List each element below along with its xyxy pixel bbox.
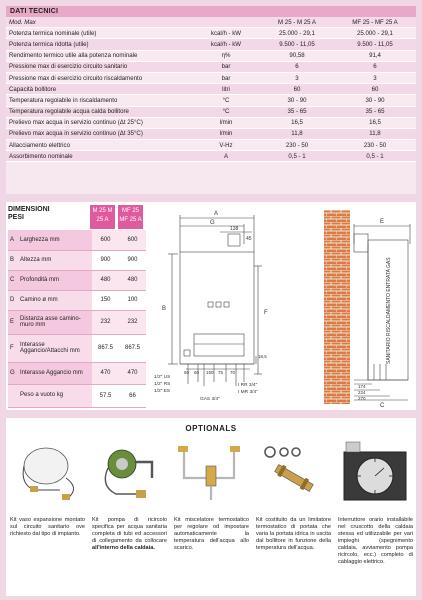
technical-data-row — [6, 72, 416, 83]
mixer-valve-icon — [174, 438, 249, 508]
dimension-label: Larghezza mm — [20, 230, 92, 250]
spec-unit: bar — [192, 72, 260, 83]
spec-value-mf25: 0,5 - 1 — [334, 151, 416, 162]
spec-value-mf25: 91,4 — [334, 50, 416, 61]
spec-value-mf25: 60 — [334, 84, 416, 95]
spec-unit: V-Hz — [192, 140, 260, 151]
pump-text-emphasis: all'interno della caldaia. — [92, 545, 155, 551]
dimension-letter: D — [8, 290, 20, 310]
optional-text-expansion-vessel: Kit vaso espansione montato sul circuito sanitario ove richiesto dal tipo di impianto. — [10, 517, 85, 537]
dim-side-270: 270 — [358, 396, 366, 401]
dimension-letter: B — [8, 250, 20, 270]
spec-value-mf25: 230 - 50 — [334, 140, 416, 151]
conn-rs: 1/2" RS — [154, 382, 171, 387]
dimension-letter: A — [8, 230, 20, 250]
dimension-value-m25: 600 — [92, 230, 119, 250]
technical-data-table — [6, 17, 416, 162]
optional-item-flow-limiter — [256, 438, 331, 592]
dimension-row — [8, 310, 146, 334]
dimension-label: Altezza mm — [20, 250, 92, 270]
conn-us: 1/2" US — [154, 375, 171, 380]
dim-label-f: F — [264, 310, 268, 316]
dim-label-45: 45 — [246, 236, 252, 242]
dim-bottom-3: 150 — [206, 370, 214, 375]
boiler-side-view-drawing — [306, 204, 416, 408]
technical-data-row — [6, 117, 416, 128]
spec-unit: l/min — [192, 128, 260, 139]
spec-label: Rendimento termico utile alla potenza nominale — [6, 50, 192, 61]
spec-label: Allacciamento elettrico — [6, 140, 192, 151]
conn-gas: GAS 3/4" — [200, 397, 220, 402]
dimension-value-m25: 900 — [92, 250, 119, 270]
dimension-value-mf25: 600 — [119, 230, 146, 250]
optionals-title: OPTIONALS — [185, 424, 237, 433]
header-model-label: Mod. Max — [6, 17, 192, 28]
spec-value-m25: 9.500 - 11,05 — [260, 39, 334, 50]
dimension-letter: C — [8, 270, 20, 290]
spec-value-mf25: 25.000 - 29,1 — [334, 28, 416, 39]
dimension-label: Peso a vuoto kg — [20, 384, 92, 407]
dim-label-a: A — [214, 211, 219, 217]
spec-label: Potenza termica nominale (utile) — [6, 28, 192, 39]
dim-bottom-1: 50 — [184, 370, 190, 375]
dim-bottom-2: 60 — [194, 370, 200, 375]
dimension-value-m25: 867.5 — [92, 334, 119, 362]
dimension-value-mf25: 867.5 — [119, 334, 146, 362]
spec-value-m25: 30 - 90 — [260, 95, 334, 106]
spec-label: Pressione max di esercizio circuito riscaldamento — [6, 72, 192, 83]
spec-label: Capacità bollitore — [6, 84, 192, 95]
technical-data-panel — [6, 6, 416, 194]
dimension-value-m25: 232 — [92, 310, 119, 334]
dim-label-138: 138 — [230, 226, 239, 232]
optional-text-pump: Kit pompa di ricircolo specifica per acqua sanitaria completa di tubi ed accessori di collegamento da collocare all'interno della caldaia. — [92, 517, 167, 551]
dimension-row — [8, 230, 146, 250]
spec-label: Prelievo max acqua in servizio continuo (Δt 25°C) — [6, 117, 192, 128]
optional-item-pump — [92, 438, 167, 592]
dimension-row — [8, 334, 146, 362]
spec-value-mf25: 35 - 65 — [334, 106, 416, 117]
dim-bottom-4: 75 — [218, 370, 224, 375]
spec-unit: A — [192, 151, 260, 162]
spec-value-m25: 16,5 — [260, 117, 334, 128]
spec-value-mf25: 6 — [334, 61, 416, 72]
technical-data-row — [6, 39, 416, 50]
dimension-value-m25: 470 — [92, 362, 119, 384]
dim-side-224: 224 — [358, 390, 366, 395]
spec-value-m25: 35 - 65 — [260, 106, 334, 117]
technical-data-row — [6, 151, 416, 162]
spec-unit: litri — [192, 84, 260, 95]
conn-es: 1/2" ES — [154, 389, 171, 394]
spec-value-mf25: 9.500 - 11,05 — [334, 39, 416, 50]
optional-item-expansion-vessel — [10, 438, 85, 592]
dimension-letter: F — [8, 334, 20, 362]
spec-label: Pressione max di esercizio circuito sanitario — [6, 61, 192, 72]
optional-item-timer-switch — [338, 438, 413, 592]
dimension-letter — [8, 384, 20, 407]
optional-item-mixer-valve — [174, 438, 249, 592]
dimension-value-mf25: 232 — [119, 310, 146, 334]
dimension-row — [8, 250, 146, 270]
dimension-label: Interasse Aggancio/Attacchi mm — [20, 334, 92, 362]
dimension-row — [8, 384, 146, 407]
technical-data-row — [6, 95, 416, 106]
spec-label: Temperatura regolabile acqua calda bollitore — [6, 106, 192, 117]
dim-label-c: C — [380, 403, 385, 408]
dim-label-b: B — [162, 306, 167, 312]
technical-data-row — [6, 128, 416, 139]
technical-data-title: DATI TECNICI — [6, 6, 416, 17]
dimensions-panel — [6, 202, 416, 410]
dimensions-table — [8, 230, 146, 408]
timer-switch-icon — [338, 438, 413, 508]
spec-value-m25: 230 - 50 — [260, 140, 334, 151]
spec-value-m25: 25.000 - 29,1 — [260, 28, 334, 39]
dimension-row — [8, 362, 146, 384]
dim-label-18-5: 18,5 — [258, 354, 267, 359]
dimensions-col-m25: M 25 M 25 A — [90, 205, 115, 229]
dimension-label: Profondità mm — [20, 270, 92, 290]
dimension-value-mf25: 100 — [119, 290, 146, 310]
technical-data-row — [6, 84, 416, 95]
dim-bottom-5: 70 — [230, 370, 236, 375]
spec-value-m25: 90,58 — [260, 50, 334, 61]
dimension-value-mf25: 470 — [119, 362, 146, 384]
dimension-value-mf25: 480 — [119, 270, 146, 290]
dimension-value-m25: 480 — [92, 270, 119, 290]
technical-data-row — [6, 28, 416, 39]
spec-value-mf25: 3 — [334, 72, 416, 83]
dimensions-title — [8, 206, 86, 222]
dimensions-col-mf25: MF 25 MF 25 A — [118, 205, 143, 229]
spec-label: Temperatura regolabile in riscaldamento — [6, 95, 192, 106]
spec-unit: η% — [192, 50, 260, 61]
header-unit — [192, 17, 260, 28]
spec-value-m25: 60 — [260, 84, 334, 95]
spec-unit: kcal/h - kW — [192, 28, 260, 39]
spec-value-m25: 3 — [260, 72, 334, 83]
flow-limiter-icon — [256, 438, 331, 508]
boiler-front-view-drawing — [154, 204, 274, 404]
spec-label: Prelievo max acqua in servizio continuo (Δt 35°C) — [6, 128, 192, 139]
wall-bricks — [324, 210, 350, 404]
header-mf25: MF 25 - MF 25 A — [334, 17, 416, 28]
dimension-value-mf25: 66 — [119, 384, 146, 407]
technical-data-row — [6, 50, 416, 61]
dimension-label: Interasse Aggancio mm — [20, 362, 92, 384]
technical-data-row — [6, 106, 416, 117]
conn-mr: I MR 3/4" — [238, 390, 258, 395]
optional-text-mixer-valve: Kit miscelatore termostatico per regolare od impostare automaticamente la temperatura dell'acqua allo scarico. — [174, 517, 249, 551]
spec-unit: °C — [192, 95, 260, 106]
dimension-row — [8, 270, 146, 290]
spec-value-m25: 6 — [260, 61, 334, 72]
dimension-letter: E — [8, 310, 20, 334]
dimension-value-m25: 150 — [92, 290, 119, 310]
dimension-row — [8, 290, 146, 310]
spec-value-mf25: 11,8 — [334, 128, 416, 139]
dimension-letter: G — [8, 362, 20, 384]
dimensions-title-text: DIMENSIONI PESI — [8, 206, 50, 221]
optional-text-flow-limiter: Kit costituito da un limitatore termostatico di portata che varia la portata idrica in uscita dal bollitore in funzione della temperatura dell'acqua. — [256, 517, 331, 551]
spec-unit: l/min — [192, 117, 260, 128]
technical-data-header-row — [6, 17, 416, 28]
dimension-value-m25: 57.5 — [92, 384, 119, 407]
dim-label-e: E — [380, 219, 385, 225]
spec-value-mf25: 30 - 90 — [334, 95, 416, 106]
spec-unit: °C — [192, 106, 260, 117]
optionals-panel — [6, 418, 416, 596]
spec-value-m25: 0,5 - 1 — [260, 151, 334, 162]
side-vertical-label: SANITARIO RISCALDAMENTO ENTRATA GAS — [386, 257, 392, 364]
spec-unit: kcal/h - kW — [192, 39, 260, 50]
spec-unit: bar — [192, 61, 260, 72]
dimension-label: Camino ø mm — [20, 290, 92, 310]
pump-icon — [92, 438, 167, 508]
spec-value-m25: 11,8 — [260, 128, 334, 139]
dimension-label: Distanza asse camino-muro mm — [20, 310, 92, 334]
conn-rr: I RR 3/4" — [238, 383, 258, 388]
technical-data-row — [6, 61, 416, 72]
optional-text-timer-switch: Interruttore orario installabile nel cruscotto della caldaia stessa ed utilizzabile per vari impieghi (spegnimento caldaia, avviamento pompa ricircolo, ecc.) completo di cablaggio elettrico. — [338, 517, 413, 565]
dim-side-174: 174 — [358, 384, 366, 389]
spec-label: Assorbimento nominale — [6, 151, 192, 162]
header-m25: M 25 - M 25 A — [260, 17, 334, 28]
dim-label-g: G — [210, 220, 215, 226]
technical-data-row — [6, 140, 416, 151]
spec-value-mf25: 16,5 — [334, 117, 416, 128]
dimension-value-mf25: 900 — [119, 250, 146, 270]
spec-label: Potenza termica ridotta (utile) — [6, 39, 192, 50]
expansion-vessel-icon — [10, 438, 85, 508]
